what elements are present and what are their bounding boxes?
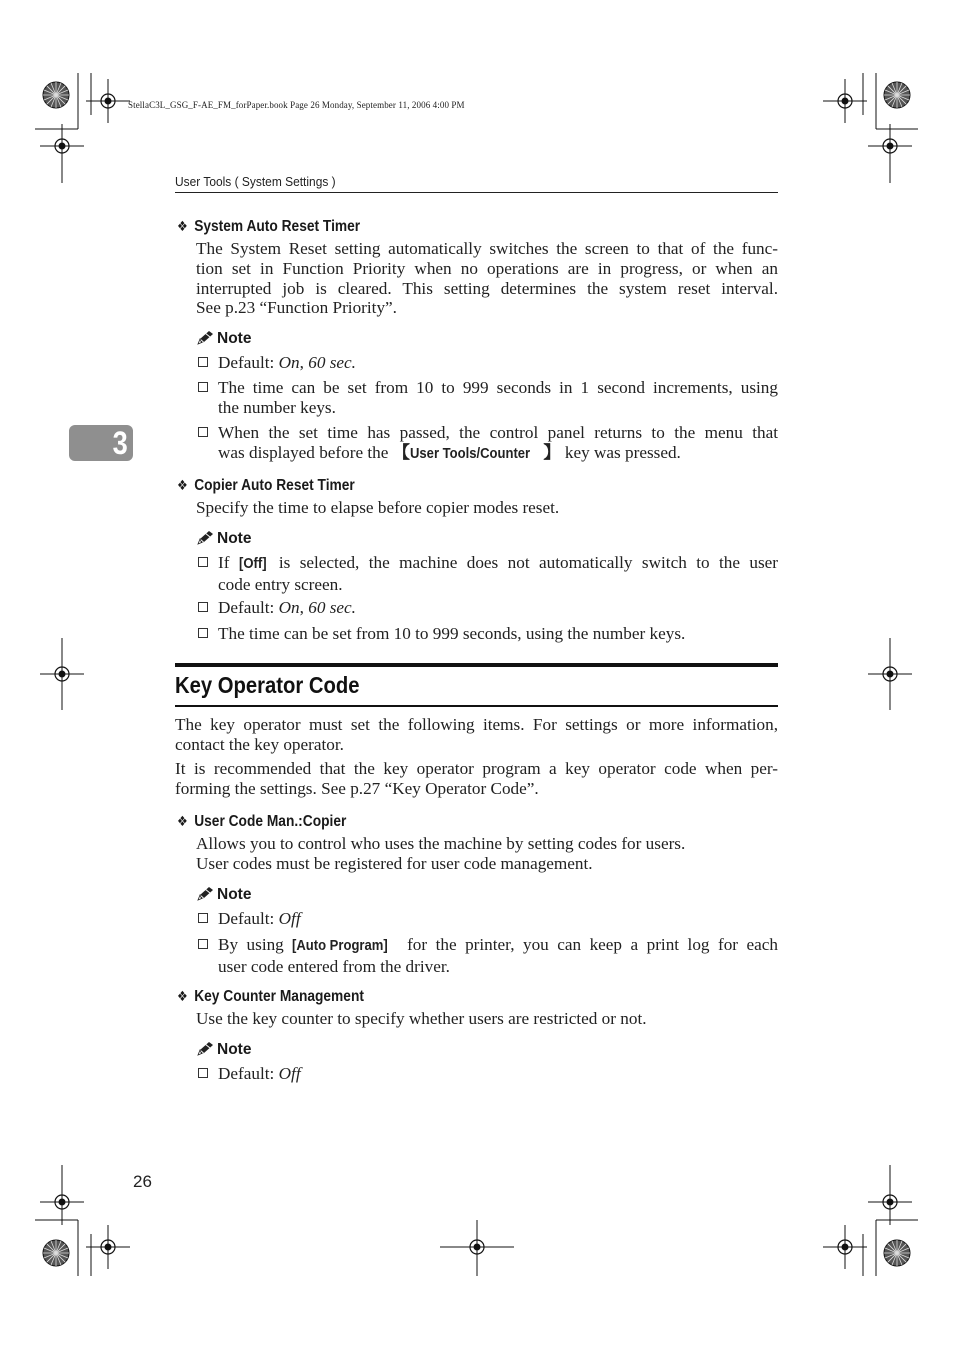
- registration-cross-icon: [823, 79, 867, 123]
- key-operator-para-1: The key operator must set the following items. For settings or more information, contact the key operator.: [175, 715, 778, 754]
- diamond-bullet-icon: ❖: [177, 813, 188, 829]
- note-heading: Note: [196, 1041, 251, 1062]
- page-number: 26: [133, 1172, 152, 1191]
- heading-copier-auto-reset-timer: ❖ Copier Auto Reset Timer: [177, 477, 355, 494]
- registration-cross-icon: [86, 1225, 130, 1269]
- section-rule: [175, 663, 778, 667]
- chapter-number: 3: [112, 425, 128, 461]
- pencil-icon: [196, 886, 214, 907]
- note-heading: Note: [196, 530, 251, 551]
- system-auto-reset-body: The System Reset setting automatically switches the screen to that of the func- tion set in Function Priority when no operations are in progress, or when an interrupted job is cleared. This setting determines the system reset interval. See p.23 “Function Priority”.: [196, 239, 778, 318]
- heading-user-code-man-copier: ❖ User Code Man.:Copier: [177, 813, 347, 830]
- registration-star-icon: [43, 82, 69, 108]
- square-checkbox-icon: [198, 939, 208, 949]
- square-checkbox-icon: [198, 357, 208, 367]
- heading-system-auto-reset-timer: ❖ System Auto Reset Timer: [177, 218, 361, 235]
- note-item: When the set time has passed, the control panel returns to the menu that was displayed before the 【User Tools/Counter 】 key was pressed.: [196, 423, 778, 465]
- note-item: If [Off] is selected, the machine does not automatically switch to the user code entry screen.: [196, 553, 778, 595]
- key-operator-para-2: It is recommended that the key operator program a key operator code when per- forming the settings. See p.27 “Key Operator Code”.: [175, 759, 778, 798]
- pencil-icon: [196, 530, 214, 551]
- auto-program-key: [Auto Program]: [292, 938, 388, 954]
- note-item: The time can be set from 10 to 999 seconds in 1 second increments, using the number keys.: [196, 378, 778, 418]
- note-item: Default: On, 60 sec.: [196, 598, 778, 618]
- heading-key-counter-management: ❖ Key Counter Management: [177, 988, 364, 1005]
- square-checkbox-icon: [198, 913, 208, 923]
- user-tools-counter-key: User Tools/Counter: [409, 445, 531, 462]
- registration-star-icon: [43, 1240, 69, 1266]
- note-item: Default: Off: [196, 909, 778, 929]
- running-header: User Tools ( System Settings ): [175, 174, 336, 189]
- note-heading: Note: [196, 886, 251, 907]
- header-rule: [175, 192, 778, 193]
- diamond-bullet-icon: ❖: [177, 477, 188, 493]
- registration-star-icon: [884, 1240, 910, 1266]
- diamond-bullet-icon: ❖: [177, 988, 188, 1004]
- square-checkbox-icon: [198, 557, 208, 567]
- note-heading: Note: [196, 330, 251, 351]
- print-info: StellaC3L_GSG_F-AE_FM_forPaper.book Page 26 Monday, September 11, 2006 4:00 PM: [128, 100, 465, 110]
- copier-auto-reset-body: Specify the time to elapse before copier modes reset.: [196, 498, 560, 517]
- registration-star-icon: [884, 82, 910, 108]
- pencil-icon: [196, 330, 214, 351]
- square-checkbox-icon: [198, 602, 208, 612]
- note-item: Default: Off: [196, 1064, 778, 1084]
- note-item: The time can be set from 10 to 999 seconds, using the number keys.: [196, 624, 778, 644]
- section-rule: [175, 705, 778, 707]
- registration-cross-icon: [823, 1225, 867, 1269]
- note-item: By using [Auto Program] for the printer, you can keep a print log for each user code entered from the driver.: [196, 935, 778, 977]
- note-item: Default: On, 60 sec.: [196, 353, 778, 373]
- square-checkbox-icon: [198, 382, 208, 392]
- user-code-body: Allows you to control who uses the machine by setting codes for users. User codes must be registered for user code management.: [196, 834, 686, 873]
- diamond-bullet-icon: ❖: [177, 218, 188, 234]
- pencil-icon: [196, 1041, 214, 1062]
- section-title: Key Operator Code: [175, 672, 360, 698]
- square-checkbox-icon: [198, 1068, 208, 1078]
- key-counter-body: Use the key counter to specify whether users are restricted or not.: [196, 1009, 647, 1028]
- chapter-tab: [69, 425, 133, 461]
- square-checkbox-icon: [198, 628, 208, 638]
- off-key: [Off]: [238, 556, 267, 572]
- square-checkbox-icon: [198, 427, 208, 437]
- registration-cross-icon: [86, 79, 130, 123]
